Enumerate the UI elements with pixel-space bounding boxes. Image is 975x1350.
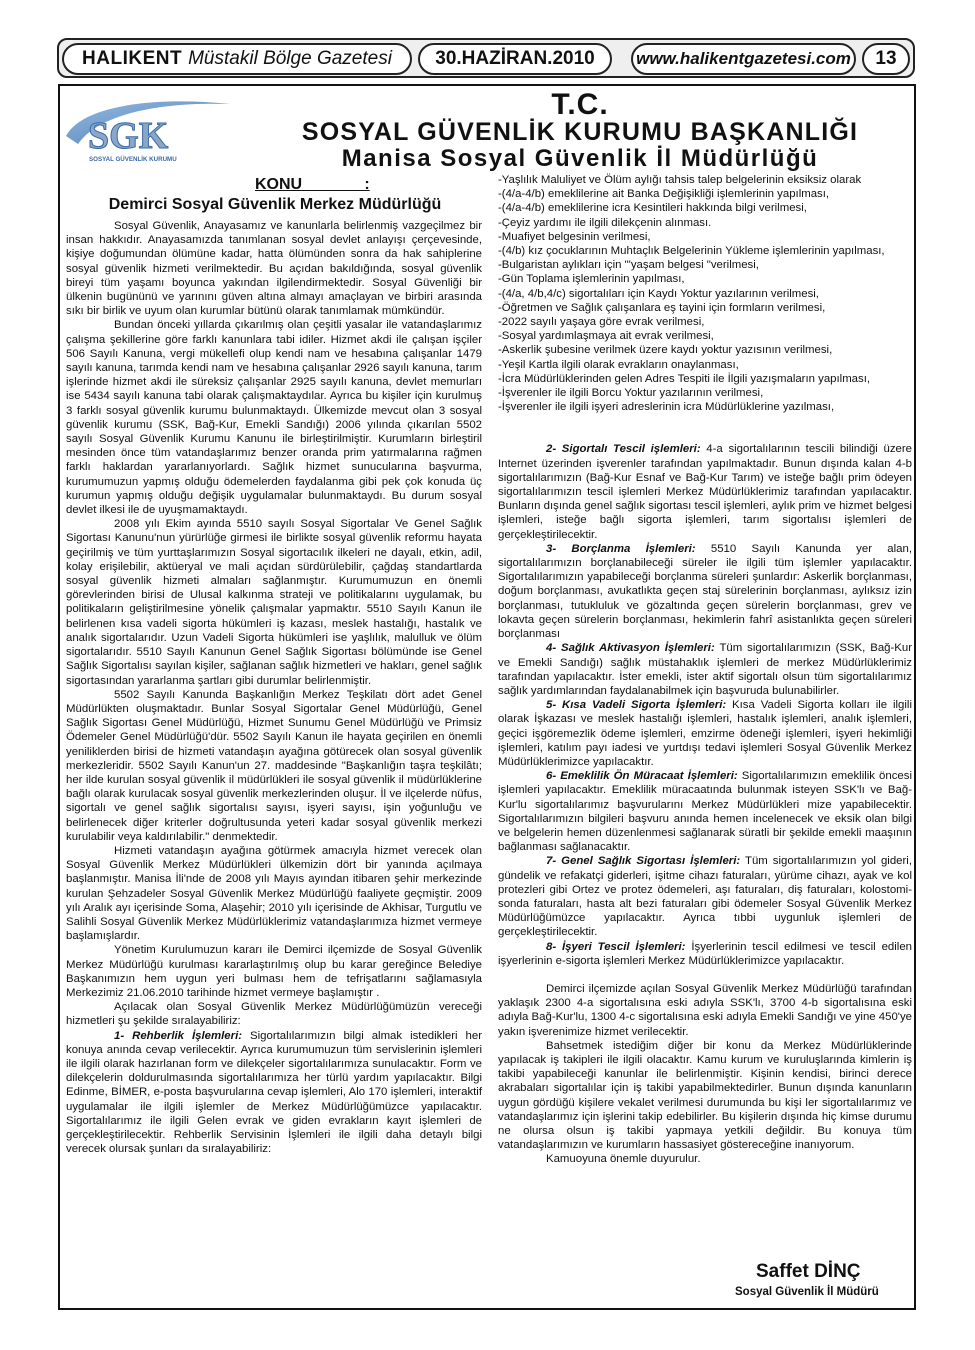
service-item-text: Tüm sigortalılarımızın (SSK, Bağ-Kur ve Emekli Sandığı) sağlık müstahaklık işlemleri de merkez Müdürlüklerimiz tarafından yapılacaktır. İster emekli, ister aktif sigortalı olsun tüm sigortalılarımız sağlık yardımlarından faydalanabilmek için başvuruda bulunabilirler. — [498, 642, 913, 697]
list-item: -(4/a, 4/b,4/c) sigortalıları için Kaydı Yoktur yazılarının verilmesi, — [498, 287, 819, 300]
list-item: -Çeyiz yardımı ile ilgili dilekçenin alınması. — [498, 216, 712, 229]
newspaper-subtitle: Müstakil Bölge Gazetesi — [188, 48, 392, 69]
list-item: -Bulgaristan aylıkları için "'yaşam belgesi "verilmesi, — [498, 259, 759, 272]
paragraph: Kamuoyuna önemle duyurulur. — [546, 1153, 701, 1166]
service-item — [498, 442, 912, 541]
paragraph: Hizmeti vatandaşın ayağına götürmek amacıyla hizmet verecek olan Sosyal Güvenlik Merkez Müdürlükleri ülkemizin dört bir yanında açılmaya başlanmıştır. Manisa İli'nde de 2008 yılı Mayıs ayından itibaren şehir merkezinde kurulan Şehzadeler Sosyal Güvenlik Merkez Müdürlüğü faaliyete geçmiştir. 2009 yılı Aralık ayı içerisinde Soma, Alaşehir; 2010 yılı içerisinde de Akhisar, Turgutlu ve Salihli Sosyal Güvenlik Merkez Müdürlüklerimiz vatandaşlarımıza hizmet vermeye başlamışlardır. — [66, 844, 482, 943]
service-item — [498, 854, 912, 939]
list-item: -Yaşlılık Maluliyet ve Ölüm aylığı tahsis talep belgelerinin eksiksiz olarak — [498, 174, 862, 186]
list-item: -İşverenler ile ilgili işyeri adreslerinin icra Müdürlüklerine yazılması, — [498, 401, 835, 414]
list-item: -Yeşil Kartla ilgili olarak evrakların onaylanması, — [498, 358, 739, 371]
service-item-label: 2- Sigortalı Tescil işlemleri: — [546, 443, 701, 456]
service-item-text: İşyerlerinin tescil edilmesi ve tescil edilen işyerlerinin e-sigorta işlemleri Merkez Müdürlüklerimizce yapılacaktır. — [498, 940, 912, 967]
list-item: -(4/a-4/b) emeklilerine icra Kesintileri hakkında bilgi verilmesi, — [498, 202, 807, 215]
page-number: 13 — [862, 43, 910, 75]
list-item: -İcra Müdürlüklerinden gelen Adres Tespiti ile İlgili yazışmaların yapılması, — [498, 372, 871, 385]
sgk-logo — [62, 98, 232, 168]
paragraph: Sosyal Güvenlik, Anayasamız ve kanunlarla belirlenmiş vazgeçilmez bir insan hakkıdır. Anayasamızda tanımlanan sosyal devlet anlayışı çerçevesinde, kişiye doğumundan ölümüne kadar, hatta ölümünden sonra da hak sahiplerine sosyal güvenlik hizmeti verilmektedir. Bu açıdan bakıldığında, sosyal güvenlik bireyi tüm yaşamı boyunca yakından ilgilendirmektedir. Sosyal Güvenliği bir ülkenin bugününü ve yarınını güven altına almayı amaçlayan ve birbiri arasında sıkı bir birlik ve uyum olan kurumlar bütünü olarak tanımlamak mümkündür. — [66, 220, 482, 318]
page-title: SOSYAL GÜVENLİK KURUMU BAŞKANLIĞI — [301, 118, 859, 146]
list-item: -Sosyal yardımlaşmaya ait evrak verilmesi, — [498, 330, 714, 343]
list-item: -Öğretmen ve Sağlık çalışanlara eş tayini için formların verilmesi, — [498, 301, 826, 314]
service-item-label: 5- Kısa Vadeli Sigorta İşlemleri: — [546, 699, 727, 712]
spacer — [498, 414, 912, 428]
logo-caption: SOSYAL GÜVENLİK KURUMU — [89, 156, 177, 163]
service-item-text: 4-a sigortalılarının tescili bilindiği üzere Internet üzerinden işverenler tarafından yapılmaktadır. Bunun dışında kalan 4-b sigortalılarımızın (Bağ-Kur Esnaf ve Bağ-Kur Tarım) ve isteğe bağlı prim ödeyen sigortalılarımızın tescil işlemleri Merkez Müdürlüklerimiz tarafından yapılacaktır. Bunların dışında genel sağlık sigortası tescil işlemleri, aylık prim ve hizmet belgesi işlemleri, isteğe bağlı sigorta işlemleri, tarım sigortalısı işlemleri de gerçekleştirilecektir. — [498, 443, 912, 541]
spacer — [498, 968, 912, 982]
paragraph: Bahsetmek istediğim diğer bir konu da Merkez Müdürlüklerinde yapılacak iş takipleri ile ilgili olacaktır. Kamu kurum ve kuruluşlarında kimlerin iş takibi yapabileceği kanunlar ile belirlenmiştir. Kişinin kendisi, birinci derece akrabaları sigortalılar için iş takibi yapabilmektedirler. Bunun dışında kanunların uygun gördüğü kişilere vekalet verilmesi durumunda bu kişi ler sigortalılarımız ve vatandaşlarımız için işlerini takip edebilirler. Bu kişilerin dışında hiç kimse durumu ne olursa olsun iş takibi yapmaya yetkili değildir. Bu konuya tüm vatandaşlarımızın ve kurumların hassasiyet göstereceğine inanıyorum. — [498, 1039, 912, 1152]
service-item-text: Sigortalılarımızın emeklilik öncesi işlemleri yapılacaktır. Emeklilik müracaatında bulunmak isteyen SSK'lı ve Bağ-Kur'lu sigortalılarımız başvurularını Merkez Müdürlükleri mize yapabilecektir. Sigortalılarımızın bilgileri başvuru anında hemen incelenecek ve eksik olan bilgi ve belgelerin hemen düzenlenmesi sağlanarak süratli bir şekilde emekli maaşının bağlanması sağlanacaktır. — [498, 770, 912, 854]
signature-title: Sosyal Güvenlik İl Müdürü — [735, 1286, 879, 1298]
service-item-label: 8- İşyeri Tescil İşlemleri: — [546, 940, 686, 953]
service-item — [498, 769, 912, 854]
list-item: -İşverenler ile ilgili Borcu Yoktur yazılarının verilmesi, — [498, 387, 764, 400]
paragraph: 5502 Sayılı Kanunda Başkanlığın Merkez Teşkilatı dört adet Genel Müdürlükten oluşmaktadır. Bunlar Sosyal Sigortalar Genel Müdürlüğü, Genel Sağlık Sigortası Genel Müdürlüğü, Hizmet Sunumu Genel Müdürlüğü ve Primsiz Ödemeler Genel Müdürlüğü'dür. 5502 Sayılı Kanun ile hayata geçirilen en önemli yeniliklerden birisi de hizmeti vatandaşın ayağına götürecek olan sosyal güvenlik merkezleridir. 5502 Sayılı Kanun'un 27. maddesinde "Başkanlığın taşra teşkilâtı; her ilde kurulan sosyal güvenlik il müdürlükleri ile sosyal güvenlik il müdürlüklerine bağlı olarak kurulacak sosyal güvenlik merkezlerinden oluşur. İl ve ilçelerde nüfus, sigortalı ve genel sağlık sigortalısı sayısı, işyeri sayısı, işin yoğunluğu ve belirlenecek diğer kriterler doğrultusunda yeteri kadar sosyal güvenlik merkezi kurulabilir veya kaldırılabilir." denmektedir. — [66, 688, 482, 843]
list-item: -Askerlik şubesine verilmek üzere kaydı yoktur yazısının verilmesi, — [498, 344, 833, 357]
list-item: -(4/a-4/b) emeklilerine ait Banka Değişikliği işlemlerinin yapılması, — [498, 188, 830, 201]
service-item-label: 6- Emeklilik Ön Müracaat İşlemleri: — [546, 770, 738, 783]
left-column — [66, 219, 482, 1156]
service-item-text: Kısa Vadeli Sigorta kolları ile ilgili olarak İşkazası ve meslek hastalığı işlemleri, hastalık işlemleri, analık işlemleri, geçici işgöremezlik ödeme işlemleri, emzirme ödeneği işlemleri, işyeri hekimliği işlemleri, katılım payı iadesi ve yurtdışı tedavi işlemleri Sosyal Güvenlik Merkez Müdürlüklerimizce yapılacaktır. — [498, 699, 912, 768]
logo-letters: SGK — [88, 115, 169, 157]
service-list — [498, 173, 912, 414]
right-column — [498, 173, 912, 1167]
newspaper-name — [62, 43, 412, 75]
newspaper-brand: HALIKENT — [82, 48, 183, 69]
issue-date: 30.HAZİRAN.2010 — [418, 43, 612, 75]
service-item-text: Sigortalılarımızın bilgi almak istedikleri her konuya anında cevap verilecektir. Ayrıca kurumumuzun tüm servislerinin işlemleri ile ilgili olarak hazırlanan form ve dilekçeler sigortalılarımıza sunulacaktır. Form ve dilekçelerin doldurulmasında sigortalılarımıza her türlü yardım yapılacaktır. Bilgi Edinme, BİMER, e-posta başvurularına cevap işlemleri, Alo 170 işlemleri, interaktif uygulamalar ile ilgili işlemler de Merkez Müdürlüğümüzce yapılacaktır. Sigortalılarımız ile ilgili Gelen evrak ve giden evrakların kayıt işlemleri de gerçekleştirilecektir. Rehberlik Servisinin İşlemleri ile ilgili daha detaylı bilgi verecek olursak şunları da sıralayabiliriz: — [66, 1029, 482, 1156]
service-item-label: 1- Rehberlik İşlemleri: — [114, 1029, 243, 1042]
page-subtitle: Manisa Sosyal Güvenlik İl Müdürlüğü — [341, 145, 819, 172]
list-item: -Muafiyet belgesinin verilmesi, — [498, 230, 651, 243]
service-item-text: 5510 Sayılı Kanunda yer alan, sigortalılarımızın borçlanabileceği süreler ile ilgili tüm işlemler yapılacaktır. Sigortalılarımızın yapabileceği borçlanma süreleri şunlardır: Askerlik borçlanması, doğum borçlanması, avukatlıkta geçen staj sürelerinin borçlanması, aylıksız izin borçlanması, tutukluluk ve gözaltında geçen sürelerin borçlanması, grev ve lokavta geçen sürelerin borçlanması, hekimlerin fahrî asistanlıkta geçen süreleri borçlanması — [498, 542, 912, 641]
paragraph: Bundan önceki yıllarda çıkarılmış olan çeşitli yasalar ile vatandaşlarımız çalışma şekillerine göre farklı kanunlara tabi idiler. Hizmet akdi ile çalışan işçiler 506 Sayılı Kanuna, vergi mükellefi olup kendi nam ve hesabına çalışanlar 1479 sayılı kanuna, tarımda kendi nam ve hesabına çalışanlar 2926 sayılı kanuna, tarım işlerinde hizmet akdi ile süreksiz çalışanlar 2925 sayılı kanuna, devlet memurları ise 5434 sayılı kanuna tabi olarak çalışmaktaydılar. Ayrıca bu kişiler için kurulmuş 3 farklı sosyal güvenlik kurumu bulunmaktaydı. Ülkemizde mevcut olan 3 sosyal güvenlik kurumu (SSK, Bağ-Kur, Emekli Sandığı) 2006 yılında çıkarılan 5502 sayılı Sosyal Güvenlik Kurumu Kanunu ile birleştirilmiştir. Kurumların birleştiril mesinden önce tüm vatandaşlarımız benzer oranda prim yatırmalarına rağmen farklı haklardan yararlanıyorlardı. Sağlık hizmet sunucularına başvurma, kurumumuzun yapmış olduğu ödemelerden faydalanma gibi pek çok konuda üç kurumun yapmış olduğu değişik uygulamalar bulunmaktaydı. Bu durum sosyal devlet ilkesi ile de uyuşmamaktaydı. — [66, 319, 482, 517]
service-item-label: 4- Sağlık Aktivasyon İşlemleri: — [546, 642, 715, 655]
spacer — [498, 428, 912, 442]
service-item — [498, 641, 912, 698]
service-item-label: 3- Borçlanma İşlemleri: — [546, 542, 696, 555]
list-item: -(4/b) kız çocuklarının Muhtaçlık Belgelerinin Yükleme işlemlerinin yapılması, — [498, 245, 885, 258]
paragraph: Yönetim Kurulumuzun kararı ile Demirci ilçemizde de Sosyal Güvenlik Merkez Müdürlüğü kurulması kararlaştırılmış olup bu karar gereğince Belediye Başkanımızın hem uygun yeri bulması hem de tefrişatlarını sağlamasıyla Merkezimiz 21.06.2010 tarihinde hizmet vermeye başlamıştır . — [66, 944, 482, 999]
signature-name: Saffet DİNÇ — [756, 1261, 861, 1282]
article-heading: Demirci Sosyal Güvenlik Merkez Müdürlüğü — [108, 196, 442, 213]
service-item-text: Tüm sigortalılarımızın yol gideri, gündelik ve refakatçi giderleri, işitme cihazı faturaları, yürüme cihazı, ayak ve kol protezleri gibi Ortez ve protez ödemeleri, aşı faturaları, diş faturaları, kolostomi-sonda faturaları, hasta alt bezi faturaları gibi ödemeler Sosyal Güvenlik Merkez Müdürlüğümüzce yapılacaktır. Ayrıca tıbbi uygunluk işlemleri de gerçekleştirilecektir. — [498, 855, 912, 939]
subject-label: KONU : — [255, 176, 370, 193]
website-link[interactable]: www.halikentgazetesi.com — [631, 43, 856, 75]
paragraph: Açılacak olan Sosyal Güvenlik Merkez Müdürlüğümüzün vereceği hizmetleri şu şekilde sıralayabiliriz: — [66, 1001, 482, 1028]
service-item — [498, 698, 912, 769]
service-item — [498, 940, 912, 968]
list-item: -Gün Toplama işlemlerinin yapılması, — [498, 273, 685, 286]
service-item-label: 7- Genel Sağlık Sigortası İşlemleri: — [546, 855, 741, 868]
paragraph: Demirci ilçemizde açılan Sosyal Güvenlik Merkez Müdürlüğü tarafından yaklaşık 2300 4-a sigortalısına eski adıyla SSK'lı, 3700 4-b sigortalısına eski adıyla Bağ-Kur'lu, 1300 4-c sigortalısına eski adıyla Emekli Sandığı ve yine 450'ye yakın işverenimize hizmet verilecektir. — [498, 982, 913, 1038]
service-item — [66, 1029, 482, 1157]
list-item: -2022 sayılı yaşaya göre evrak verilmesi, — [498, 316, 705, 329]
paragraph: 2008 yılı Ekim ayında 5510 sayılı Sosyal Sigortalar Ve Genel Sağlık Sigortası Kanunu'nun yürürlüğe girmesi ile birlikte sosyal güvenlik reformu hayata geçirilmiş ve tüm yurttaşlarımızın Sosyal sigortacılık ilkeleri ne dayalı, etkin, adil, kolay erişilebilir, aktüeryal ve mali açıdan sürdürülebilir, çağdaş standartlarda sosyal güvenlik hizmeti almaları sağlanmıştır. Kurumumuzun en önemli görevlerinden birisi de Ulusal kalkınma strateji ve politikalarını uygulamak, bu politikaların geliştirilmesine yönelik çalışmalar yapmaktır. 5510 Sayılı Kanun ile belirlenen kısa vadeli sigorta hükümleri iş kazası, meslek hastalığı, hastalık ve analık sigortalarıdır. Uzun Vadeli Sigorta hükümleri ise yaşlılık, malulluk ve ölüm sigortalarıdır. 5510 Sayılı Kanunun Genel Sağlık Sigortası bölümünde ise Genel Sağlık Sigortalısı sayılan kişiler, sağlanan sağlık hizmetleri ve hakları, genel sağlık sigortasından yararlanma şartları gibi durumlar belirlenmiştir. — [66, 518, 482, 687]
service-item — [498, 542, 912, 641]
title-tc: T.C. — [551, 88, 609, 121]
